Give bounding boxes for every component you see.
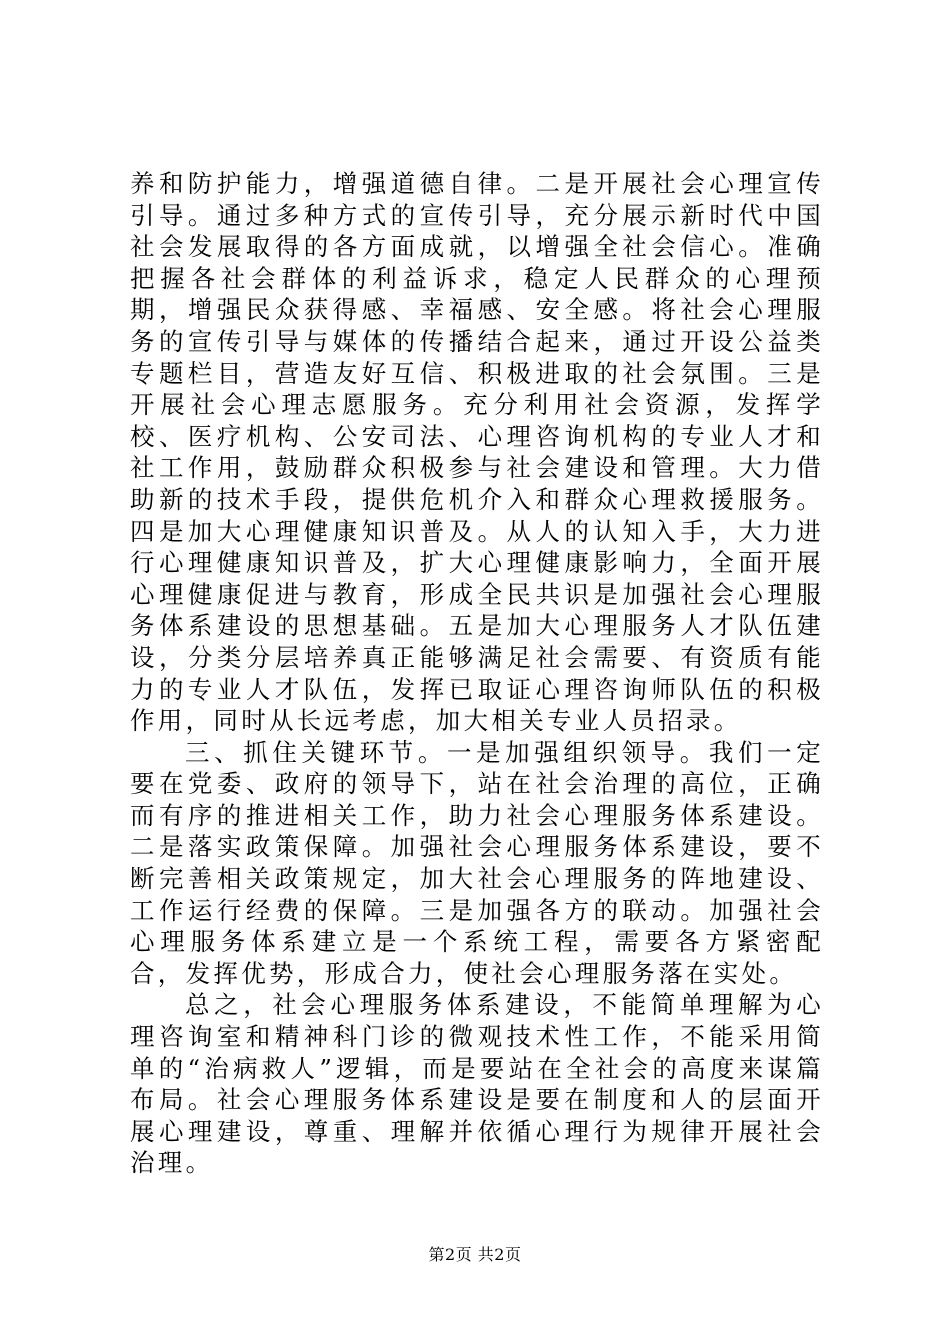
paragraph-key-links: 三、抓住关键环节。一是加强组织领导。我们一定要在党委、政府的领导下，站在社会治理的高位，正确而有序的推进相关工作，助力社会心理服务体系建设。二是落实政策保障。加强社会心理服务体系建设，要不断完善相关政策规定，加大社会心理服务的阵地建设、工作运行经费的保障。三是加强各方的联动。加强社会心理服务体系建立是一个系统工程，需要各方紧密配合，发挥优势，形成合力，使社会心理服务落在实处。	[130, 737, 824, 988]
page-number-footer: 第2页 共2页	[428, 1245, 522, 1264]
paragraph-conclusion: 总之，社会心理服务体系建设，不能简单理解为心理咨询室和精神科门诊的微观技术性工作，不能采用简单的“治病救人”逻辑，而是要站在全社会的高度来谋篇布局。社会心理服务体系建设是要在制度和人的层面开展心理建设，尊重、理解并依循心理行为规律开展社会治理。	[130, 990, 824, 1178]
document-body	[130, 168, 824, 1179]
paragraph-continued: 养和防护能力，增强道德自律。二是开展社会心理宣传引导。通过多种方式的宣传引导，充分展示新时代中国社会发展取得的各方面成就，以增强全社会信心。准确把握各社会群体的利益诉求，稳定人民群众的心理预期，增强民众获得感、幸福感、安全感。将社会心理服务的宣传引导与媒体的传播结合起来，通过开设公益类专题栏目，营造友好互信、积极进取的社会氛围。三是开展社会心理志愿服务。充分利用社会资源，发挥学校、医疗机构、公安司法、心理咨询机构的专业人才和社工作用，鼓励群众积极参与社会建设和管理。大力借助新的技术手段，提供危机介入和群众心理救援服务。四是加大心理健康知识普及。从人的认知入手，大力进行心理健康知识普及，扩大心理健康影响力，全面开展心理健康促进与教育，形成全民共识是加强社会心理服务体系建设的思想基础。五是加大心理服务人才队伍建设，分类分层培养真正能够满足社会需要、有资质有能力的专业人才队伍，发挥已取证心理咨询师队伍的积极作用，同时从长远考虑，加大相关专业人员招录。	[130, 169, 824, 736]
